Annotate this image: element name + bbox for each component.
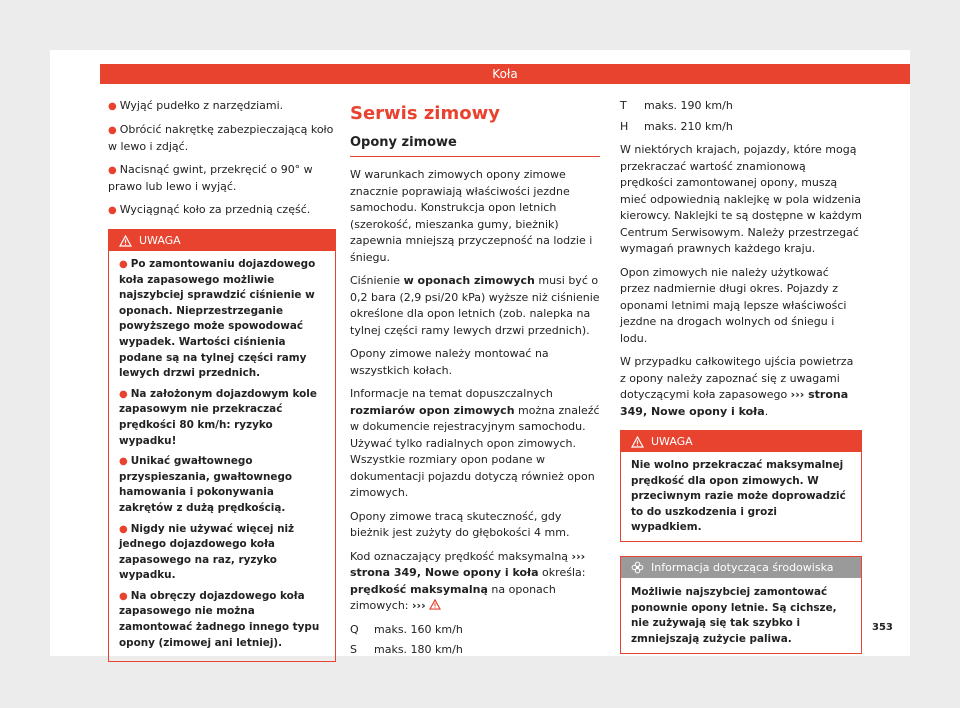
warning-item: ● Po zamontowaniu dojazdowego koła zapasowego możliwie najszybciej sprawdzić ciśnienie w oponach. Nieprzestrzeganie powyższego może spowodować wypadek. Wartości ciśnienia podane są na tylnej części ramy lewych drzwi przednich. [119,258,316,380]
environment-info-body: Możliwie najszybciej zamontować ponownie opony letnie. Są cichsze, nie zużywają się tak szybko i zmniejszają zużycie paliwa. [631,585,837,645]
warning-item: ● Nigdy nie używać więcej niż jednego dojazdowego koła zapasowego na raz, ryzyko wypadku. [119,522,295,582]
cross-reference-link[interactable]: ››› strona 349, Nowe opony i koła [620,388,849,418]
column-3 [620,98,862,654]
warning-item: ● Na założonym dojazdowym kole zapasowym nie przekraczać prędkości 80 km/h: ryzyko wypadku! [119,387,317,447]
warning-triangle-icon [119,235,132,247]
warning-box [620,430,862,542]
speed-row: H maks. 210 km/h [620,119,733,133]
paragraph: Ciśnienie w oponach zimowych musi być o 0,2 bara (2,9 psi/20 kPa) wyższe niż ciśnienie określone dla opon letnich (zob. nalepka na tylnej części ramy lewych drzwi przednich). [350,274,600,337]
environment-info-box [620,556,862,654]
paragraph: Kod oznaczający prędkość maksymalną ››› strona 349, Nowe opony i koła określa: prędkość maksymalną na oponach zimowych: ››› [350,549,586,612]
cross-reference-link[interactable]: ››› strona 349, Nowe opony i koła [350,549,586,579]
manual-page [50,50,910,656]
paragraph: Opony zimowe tracą skuteczność, gdy bieżnik jest zużyty do głębokości 4 mm. [350,509,570,539]
paragraph: W warunkach zimowych opony zimowe znacznie poprawiają właściwości jezdne samochodu. Konstrukcja opon letnich (szerokość, mieszanka gumy, bieżnik) zapewnia mniejszą przyczepność na lodzie i śniegu. [350,168,593,264]
warning-triangle-icon [429,599,441,610]
paragraph: Informacje na temat dopuszczalnych rozmiarów opon zimowych można znaleźć w dokumencie rejestracyjnym samochodu. Używać tylko radialnych opon zimowych. Wszystkie rozmiary opon podane w dokumentacji pojazdu dotyczą również opon zimowych. [350,387,600,499]
warning-title: UWAGA [651,435,693,448]
section-header: Koła [100,64,910,84]
warning-item: ● Unikać gwałtownego przyspieszania, gwałtownego hamowania i pokonywania zakrętów z dużą prędkością. [119,455,293,514]
warning-title: UWAGA [139,234,181,247]
paragraph: Opon zimowych nie należy użytkować przez nadmiernie długi okres. Pojazdy z oponami letnimi mają lepsze właściwości jezdne na drogach wolnych od śniegu i lodu. [620,265,847,345]
column-1 [108,98,336,662]
step-item: ● Wyciągnąć koło za przednią część. [108,202,311,216]
warning-triangle-icon [631,436,644,448]
warning-body: Nie wolno przekraczać maksymalnej prędkość dla opon zimowych. W przeciwnym razie może doprowadzić to do uszkodzenia i grozi wypadkiem. [631,459,846,534]
paragraph: W przypadku całkowitego ujścia powietrza z opony należy zapoznać się z uwagami dotyczącymi koła zapasowego ››› strona 349, Nowe opony i koła. [620,355,854,418]
step-item: ● Obrócić nakrętkę zabezpieczającą koło w lewo i zdjąć. [108,122,334,153]
warning-item: ● Na obręczy dojazdowego koła zapasowego nie można zamontować żadnego innego typu opony (zimowej ani letniej). [119,589,320,649]
warning-header [621,431,861,452]
step-item: ● Nacisnąć gwint, przekręcić o 90° w prawo lub lewo i wyjąć. [108,162,313,193]
speed-row: S maks. 180 km/h [350,643,463,656]
cross-reference-arrow[interactable]: ››› [412,599,426,612]
flower-icon [631,561,644,574]
paragraph: W niektórych krajach, pojazdy, które mogą przekraczać wartość znamionową prędkości zamontowanej opony, muszą mieć odpowiednią naklejkę w pola widzenia kierowcy. Naklejki te są dostępne w każdym Centrum Serwisowym. Należy przestrzegać wymagań prawnych każdego kraju. [620,143,863,255]
column-2 [350,98,600,663]
speed-row: T maks. 190 km/h [620,99,733,112]
subsection-heading: Opony zimowe [350,134,600,157]
page-number [872,622,898,625]
paragraph: Opony zimowe należy montować na wszystkich kołach. [350,347,549,377]
warning-body [109,251,335,661]
speed-row: Q maks. 160 km/h [350,622,463,636]
environment-info-header [621,557,861,578]
warning-header [109,230,335,251]
section-heading: Serwis zimowy [350,103,500,124]
warning-box [108,229,336,662]
environment-info-title: Informacja dotycząca środowiska [651,560,834,574]
step-item: ● Wyjąć pudełko z narzędziami. [108,99,284,112]
